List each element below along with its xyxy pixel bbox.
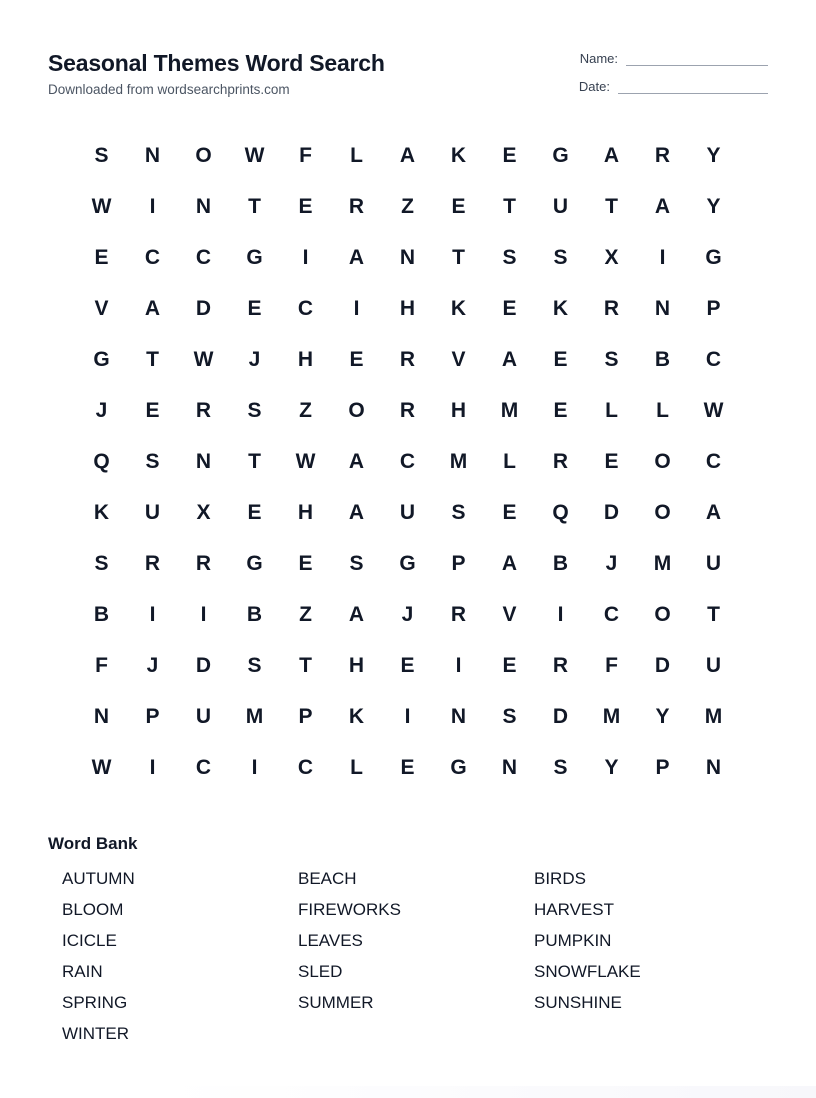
grid-cell: U bbox=[552, 194, 569, 218]
grid-cell: P bbox=[655, 755, 670, 779]
grid-cell: M bbox=[704, 704, 723, 728]
grid-cell: K bbox=[552, 296, 569, 320]
grid-cell: I bbox=[659, 245, 666, 269]
grid-cell: E bbox=[298, 194, 313, 218]
grid-cell: T bbox=[605, 194, 618, 218]
grid-cell: G bbox=[705, 245, 722, 269]
grid-cell: R bbox=[144, 551, 161, 575]
grid-cell: N bbox=[195, 194, 212, 218]
grid-cell: M bbox=[245, 704, 264, 728]
grid-cell: S bbox=[94, 143, 109, 167]
grid-cell: C bbox=[195, 245, 212, 269]
grid-cell: E bbox=[502, 296, 517, 320]
grid-cell: C bbox=[399, 449, 416, 473]
grid-cell: M bbox=[653, 551, 672, 575]
word-bank-item: AUTUMN bbox=[62, 869, 135, 888]
grid-cell: C bbox=[603, 602, 620, 626]
grid-cell: D bbox=[603, 500, 620, 524]
grid-cell: L bbox=[350, 143, 363, 167]
grid-cell: S bbox=[451, 500, 466, 524]
grid-cell: I bbox=[251, 755, 258, 779]
grid-cell: R bbox=[195, 551, 212, 575]
grid-cell: J bbox=[248, 347, 261, 371]
date-line bbox=[618, 82, 768, 94]
grid-cell: S bbox=[94, 551, 109, 575]
word-bank-item: SUMMER bbox=[298, 993, 374, 1012]
grid-cell: J bbox=[401, 602, 414, 626]
word-bank-item: LEAVES bbox=[298, 931, 363, 950]
grid-cell: H bbox=[450, 398, 467, 422]
date-label: Date: bbox=[578, 79, 610, 94]
grid-cell: E bbox=[349, 347, 364, 371]
page-footer-edge bbox=[0, 1086, 816, 1098]
grid-cell: D bbox=[654, 653, 671, 677]
grid-cell: Q bbox=[93, 449, 110, 473]
grid-cell: G bbox=[246, 245, 263, 269]
grid-cell: R bbox=[195, 398, 212, 422]
grid-cell: N bbox=[93, 704, 110, 728]
grid-cell: L bbox=[656, 398, 669, 422]
grid-cell: C bbox=[705, 347, 722, 371]
grid-cell: L bbox=[503, 449, 516, 473]
grid-cell: W bbox=[91, 194, 112, 218]
grid-cell: R bbox=[603, 296, 620, 320]
word-bank-item: RAIN bbox=[62, 962, 103, 981]
grid-cell: G bbox=[93, 347, 110, 371]
grid-cell: R bbox=[399, 347, 416, 371]
grid-cell: G bbox=[399, 551, 416, 575]
grid-cell: E bbox=[247, 500, 262, 524]
grid-cell: K bbox=[450, 143, 467, 167]
grid-cell: M bbox=[602, 704, 621, 728]
grid-cell: S bbox=[247, 653, 262, 677]
grid-cell: L bbox=[605, 398, 618, 422]
grid-cell: S bbox=[553, 755, 568, 779]
grid-cell: N bbox=[501, 755, 518, 779]
grid-cell: E bbox=[604, 449, 619, 473]
grid-cell: O bbox=[654, 602, 671, 626]
grid-cell: P bbox=[298, 704, 313, 728]
grid-cell: B bbox=[552, 551, 569, 575]
grid-cell: O bbox=[195, 143, 212, 167]
word-bank-title: Word Bank bbox=[48, 834, 138, 853]
grid-cell: S bbox=[502, 245, 517, 269]
grid-cell: E bbox=[400, 653, 415, 677]
grid-cell: M bbox=[500, 398, 519, 422]
grid-cell: A bbox=[399, 143, 416, 167]
grid-cell: I bbox=[149, 755, 156, 779]
grid-cell: B bbox=[93, 602, 110, 626]
grid-cell: U bbox=[705, 551, 722, 575]
letter-grid bbox=[76, 130, 739, 793]
grid-cell: W bbox=[295, 449, 316, 473]
grid-cell: R bbox=[399, 398, 416, 422]
grid-cell: C bbox=[297, 296, 314, 320]
word-bank-item: BEACH bbox=[298, 869, 357, 888]
grid-cell: D bbox=[195, 296, 212, 320]
word-bank-item: SLED bbox=[298, 962, 343, 981]
grid-cell: B bbox=[654, 347, 671, 371]
grid-cell: W bbox=[193, 347, 214, 371]
grid-cell: I bbox=[455, 653, 462, 677]
grid-cell: G bbox=[552, 143, 569, 167]
grid-cell: C bbox=[297, 755, 314, 779]
grid-cell: E bbox=[502, 653, 517, 677]
grid-cell: Y bbox=[655, 704, 670, 728]
grid-cell: R bbox=[552, 449, 569, 473]
grid-cell: P bbox=[706, 296, 721, 320]
grid-cell: C bbox=[144, 245, 161, 269]
grid-cell: A bbox=[348, 245, 365, 269]
grid-cell: Y bbox=[706, 143, 721, 167]
grid-cell: H bbox=[297, 347, 314, 371]
worksheet-header bbox=[48, 50, 768, 110]
grid-cell: M bbox=[449, 449, 468, 473]
grid-cell: G bbox=[246, 551, 263, 575]
grid-cell: J bbox=[95, 398, 108, 422]
grid-cell: E bbox=[298, 551, 313, 575]
grid-cell: T bbox=[707, 602, 720, 626]
word-bank-item: SNOWFLAKE bbox=[534, 962, 641, 981]
grid-cell: O bbox=[654, 449, 671, 473]
grid-cell: V bbox=[451, 347, 466, 371]
grid-cell: I bbox=[149, 602, 156, 626]
grid-cell: T bbox=[503, 194, 516, 218]
grid-cell: E bbox=[502, 500, 517, 524]
grid-cell: R bbox=[450, 602, 467, 626]
grid-cell: E bbox=[502, 143, 517, 167]
grid-cell: E bbox=[145, 398, 160, 422]
grid-cell: K bbox=[450, 296, 467, 320]
grid-cell: O bbox=[348, 398, 365, 422]
grid-cell: K bbox=[93, 500, 110, 524]
grid-cell: Y bbox=[706, 194, 721, 218]
grid-cell: G bbox=[450, 755, 467, 779]
grid-cell: H bbox=[348, 653, 365, 677]
grid-cell: V bbox=[502, 602, 517, 626]
grid-cell: S bbox=[502, 704, 517, 728]
grid-cell: A bbox=[654, 194, 671, 218]
grid-cell: S bbox=[349, 551, 364, 575]
grid-cell: F bbox=[95, 653, 108, 677]
grid-cell: S bbox=[247, 398, 262, 422]
grid-cell: I bbox=[200, 602, 207, 626]
grid-cell: E bbox=[451, 194, 466, 218]
word-bank-item: HARVEST bbox=[534, 900, 614, 919]
word-bank-item: ICICLE bbox=[62, 931, 117, 950]
grid-cell: P bbox=[451, 551, 466, 575]
grid-cell: R bbox=[552, 653, 569, 677]
word-bank-item: PUMPKIN bbox=[534, 931, 612, 950]
word-bank-item: BIRDS bbox=[534, 869, 586, 888]
grid-cell: J bbox=[605, 551, 618, 575]
grid-cell: U bbox=[195, 704, 212, 728]
word-bank-item: WINTER bbox=[62, 1024, 130, 1043]
grid-cell: C bbox=[705, 449, 722, 473]
word-bank-item: SPRING bbox=[62, 993, 128, 1012]
name-field-row bbox=[580, 51, 768, 66]
word-bank-item: SUNSHINE bbox=[534, 993, 622, 1012]
grid-cell: O bbox=[654, 500, 671, 524]
grid-cell: F bbox=[605, 653, 618, 677]
grid-cell: X bbox=[196, 500, 211, 524]
grid-cell: S bbox=[553, 245, 568, 269]
grid-cell: R bbox=[654, 143, 671, 167]
grid-cell: A bbox=[144, 296, 161, 320]
grid-cell: I bbox=[353, 296, 360, 320]
grid-cell: F bbox=[299, 143, 312, 167]
grid-cell: T bbox=[452, 245, 465, 269]
date-field-row bbox=[579, 79, 768, 94]
grid-cell: T bbox=[248, 194, 261, 218]
grid-cell: S bbox=[145, 449, 160, 473]
grid-cell: N bbox=[144, 143, 161, 167]
grid-cell: N bbox=[399, 245, 416, 269]
grid-cell: Z bbox=[401, 194, 414, 218]
grid-cell: A bbox=[348, 449, 365, 473]
grid-cell: A bbox=[348, 602, 365, 626]
grid-cell: J bbox=[146, 653, 159, 677]
grid-cell: T bbox=[248, 449, 261, 473]
grid-cell: U bbox=[705, 653, 722, 677]
grid-cell: A bbox=[705, 500, 722, 524]
grid-cell: C bbox=[195, 755, 212, 779]
grid-cell: H bbox=[399, 296, 416, 320]
grid-cell: Q bbox=[552, 500, 569, 524]
grid-cell: A bbox=[501, 551, 518, 575]
grid-cell: E bbox=[94, 245, 109, 269]
grid-cell: X bbox=[604, 245, 619, 269]
word-bank-item: BLOOM bbox=[62, 900, 124, 919]
grid-cell: U bbox=[399, 500, 416, 524]
page-title: Seasonal Themes Word Search bbox=[48, 50, 385, 76]
grid-cell: W bbox=[703, 398, 724, 422]
name-line bbox=[626, 54, 768, 66]
grid-cell: A bbox=[603, 143, 620, 167]
grid-cell: E bbox=[553, 347, 568, 371]
grid-cell: N bbox=[195, 449, 212, 473]
grid-cell: I bbox=[557, 602, 564, 626]
grid-cell: H bbox=[297, 500, 314, 524]
grid-cell: I bbox=[302, 245, 309, 269]
grid-cell: E bbox=[247, 296, 262, 320]
grid-cell: R bbox=[348, 194, 365, 218]
grid-cell: Z bbox=[299, 602, 312, 626]
grid-cell: D bbox=[195, 653, 212, 677]
grid-cell: I bbox=[404, 704, 411, 728]
word-bank bbox=[62, 869, 770, 1055]
grid-cell: Y bbox=[604, 755, 619, 779]
grid-cell: A bbox=[501, 347, 518, 371]
grid-cell: V bbox=[94, 296, 109, 320]
grid-cell: N bbox=[705, 755, 722, 779]
grid-cell: P bbox=[145, 704, 160, 728]
grid-cell: E bbox=[553, 398, 568, 422]
grid-cell: B bbox=[246, 602, 263, 626]
word-bank-item: FIREWORKS bbox=[298, 900, 401, 919]
grid-cell: A bbox=[348, 500, 365, 524]
grid-cell: I bbox=[149, 194, 156, 218]
page-subtitle: Downloaded from wordsearchprints.com bbox=[48, 82, 290, 97]
grid-cell: K bbox=[348, 704, 365, 728]
grid-cell: N bbox=[654, 296, 671, 320]
grid-cell: E bbox=[400, 755, 415, 779]
name-label: Name: bbox=[579, 51, 618, 66]
grid-cell: S bbox=[604, 347, 619, 371]
grid-cell: W bbox=[244, 143, 265, 167]
grid-cell: T bbox=[299, 653, 312, 677]
grid-cell: U bbox=[144, 500, 161, 524]
grid-cell: W bbox=[91, 755, 112, 779]
grid-cell: L bbox=[350, 755, 363, 779]
grid-cell: N bbox=[450, 704, 467, 728]
grid-cell: D bbox=[552, 704, 569, 728]
grid-cell: Z bbox=[299, 398, 312, 422]
grid-cell: T bbox=[146, 347, 159, 371]
